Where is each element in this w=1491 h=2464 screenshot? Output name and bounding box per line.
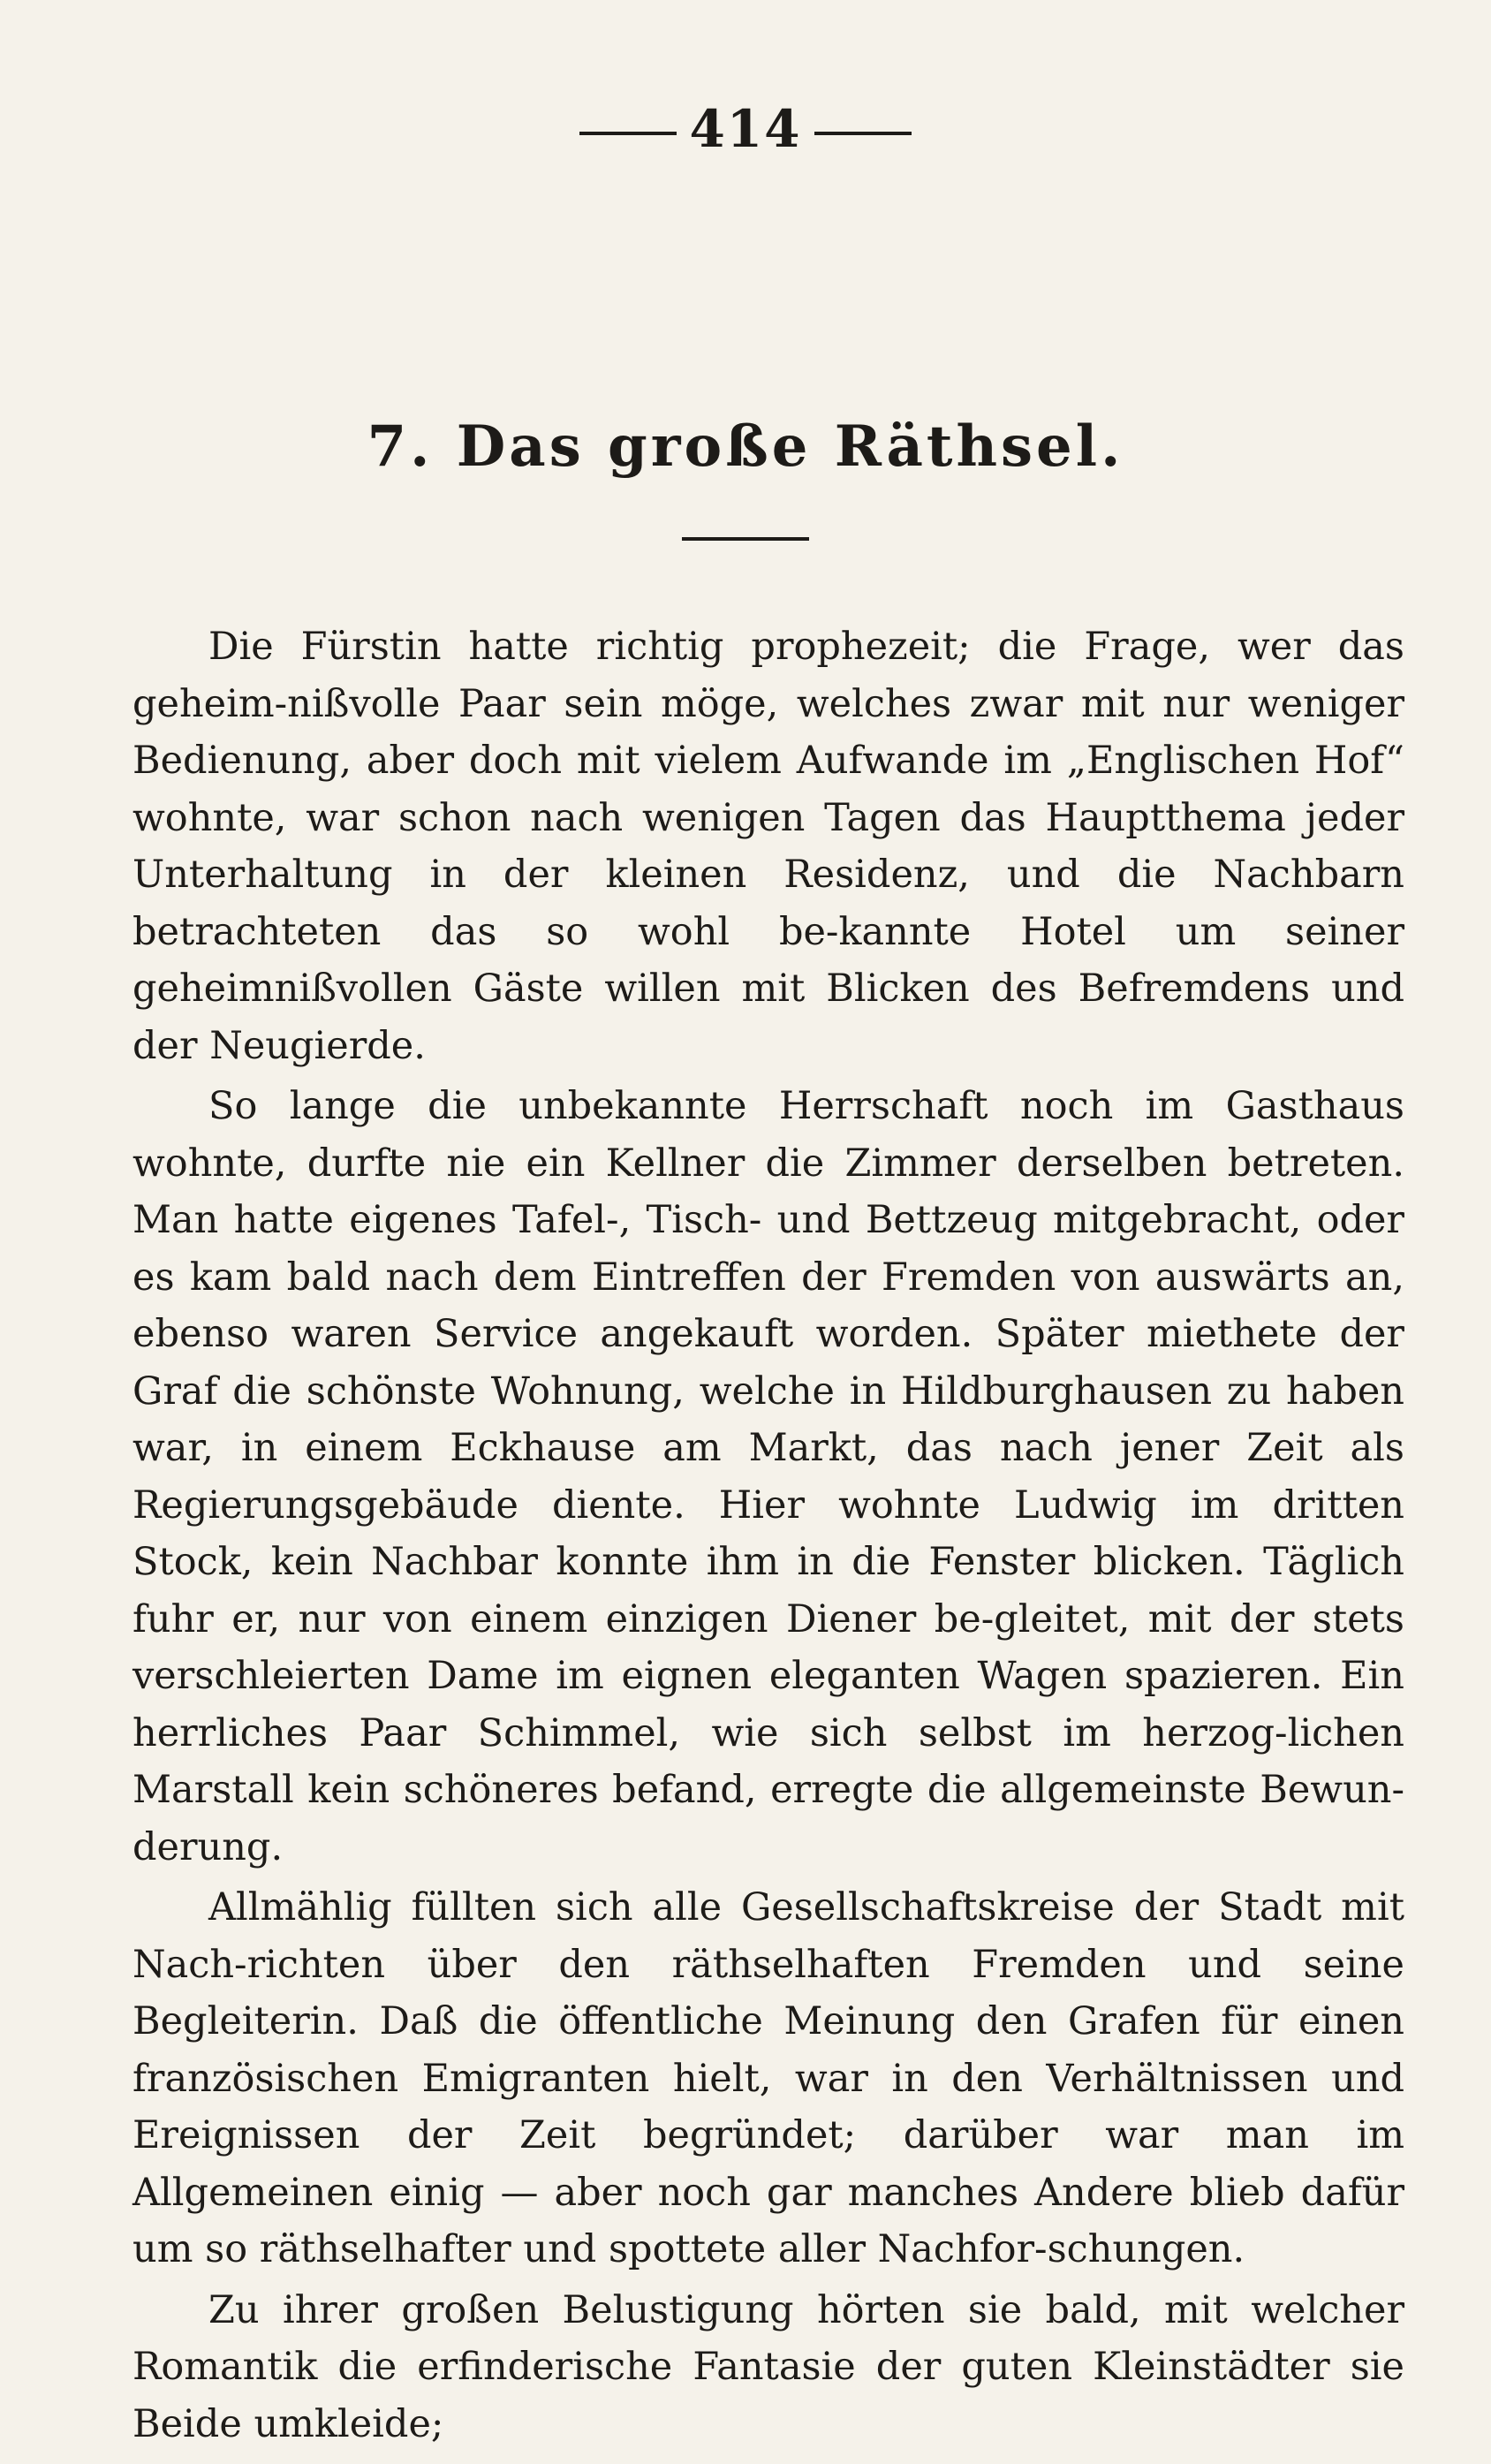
paragraph-1: Die Fürstin hatte richtig prophezeit; die Frage, wer das geheim-nißvolle Paar sein möge, welches zwar mit nur weniger Bedienung, aber doch mit vielem Aufwande im „Englischen Hof“ wohnte, war schon nach wenigen Tagen das Hauptthema jeder Unterhaltung in der kleinen Residenz, und die Nachbarn betrachteten das so wohl be-kannte Hotel um seiner geheimnißvollen Gäste willen mit Blicken des Befremdens und der Neugierde. (132, 625, 1404, 1068)
page-number (0, 99, 1491, 159)
page-number-text: 414 (689, 99, 802, 159)
title-divider (682, 537, 809, 541)
page-number-dash-right (814, 132, 912, 135)
paragraph-4: Zu ihrer großen Belustigung hörten sie bald, mit welcher Romantik die erfinderische Fantasie der guten Kleinstädter sie Beide umkleide; (132, 2287, 1404, 2446)
paragraph-3: Allmählig füllten sich alle Gesellschaftskreise der Stadt mit Nach-richten über den räthselhaften Fremden und seine Begleiterin. Daß die öffentliche Meinung den Grafen für einen französischen Emigranten hielt, war in den Verhältnissen und Ereignissen der Zeit begründet; darüber war man im Allgemeinen einig — aber noch gar manches Andere blieb dafür um so räthselhafter und spottete aller Nachfor-schungen. (132, 1885, 1404, 2271)
chapter-title: 7. Das große Räthsel. (367, 413, 1124, 480)
body-text (132, 618, 1404, 2456)
paragraph-2: So lange die unbekannte Herrschaft noch im Gasthaus wohnte, durfte nie ein Kellner die Zimmer derselben betreten. Man hatte eigenes Tafel-, Tisch- und Bettzeug mitgebracht, oder es kam bald nach dem Eintreffen der Fremden von auswärts an, ebenso waren Service angekauft worden. Später miethete der Graf die schönste Wohnung, welche in Hildburghausen zu haben war, in einem Eckhause am Markt, das nach jener Zeit als Regierungsgebäude diente. Hier wohnte Ludwig im dritten Stock, kein Nachbar konnte ihm in die Fenster blicken. Täglich fuhr er, nur von einem einzigen Diener be-gleitet, mit der stets verschleierten Dame im eignen eleganten Wagen spazieren. Ein herrliches Paar Schimmel, wie sich selbst im herzog-lichen Marstall kein schöneres befand, erregte die allgemeinste Bewun-derung. (132, 1084, 1404, 1869)
page-number-dash-left (579, 132, 677, 135)
